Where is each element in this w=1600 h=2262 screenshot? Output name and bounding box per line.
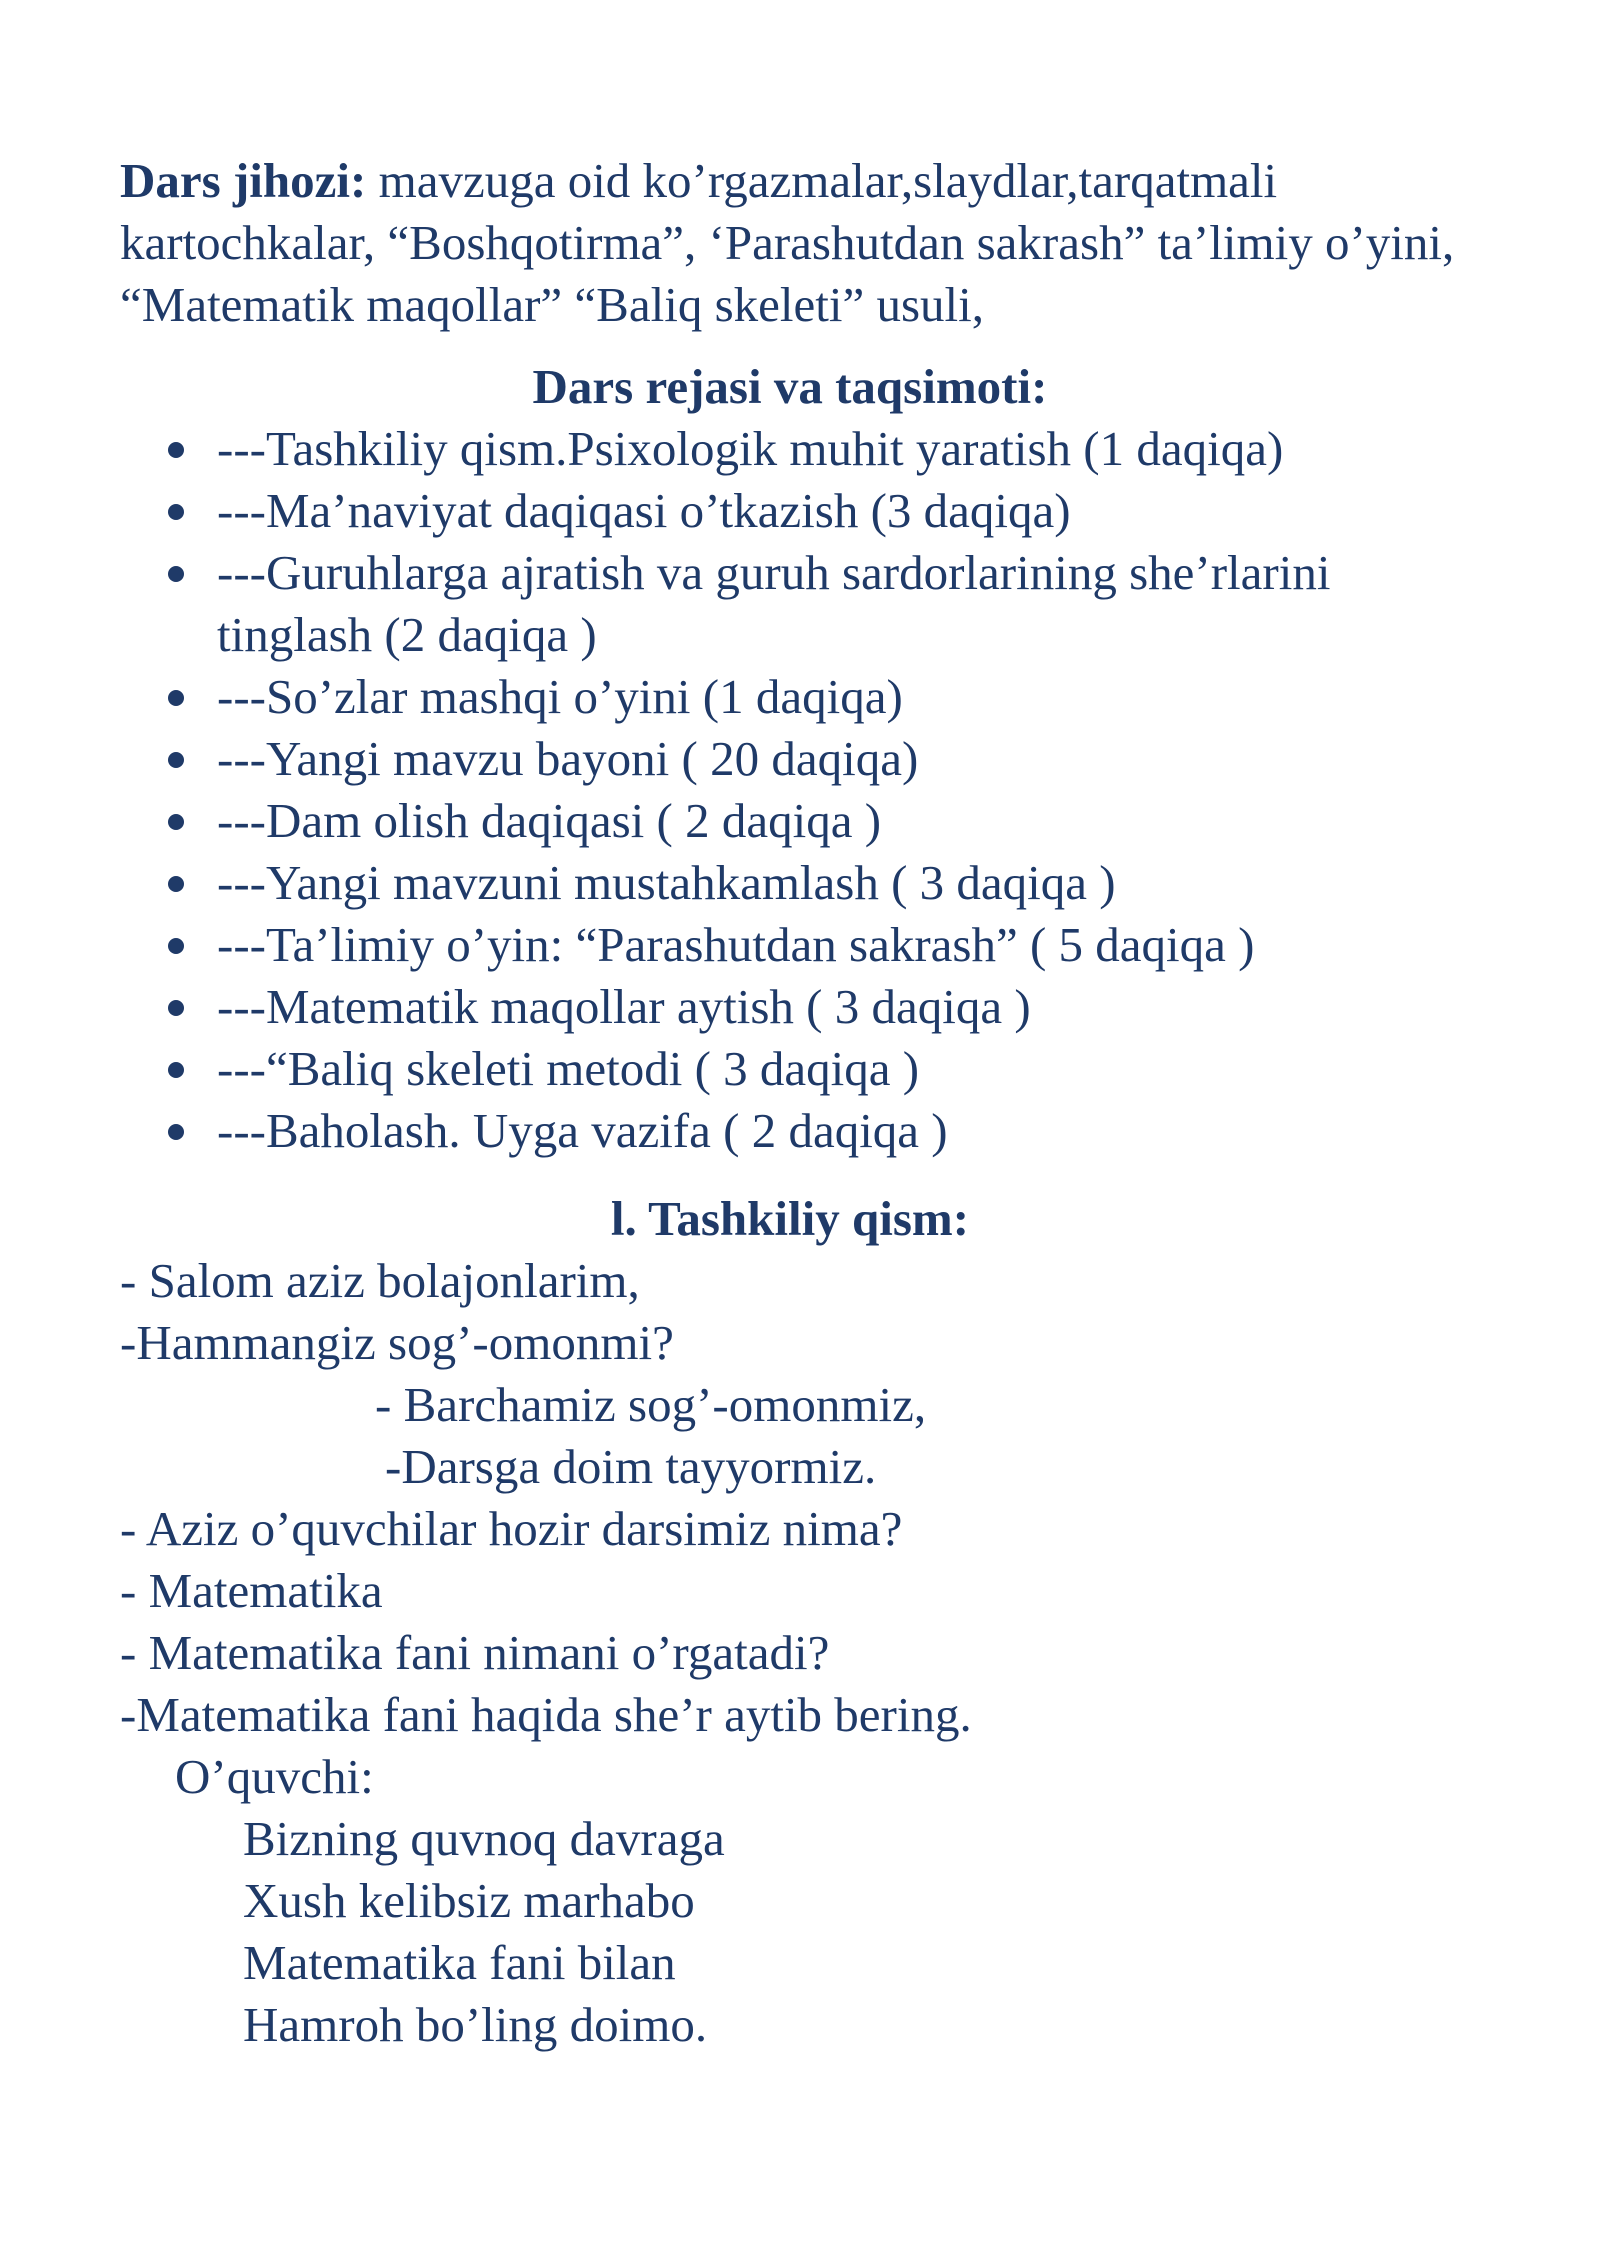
question-line: - Matematika fani nimani o’rgatadi?	[120, 1625, 830, 1680]
bullet-icon	[168, 442, 184, 458]
answer-line: - Barchamiz sog’-omonmiz,	[375, 1377, 927, 1432]
list-item	[120, 480, 1460, 542]
answer-line: - Matematika	[120, 1563, 383, 1618]
list-item-text: ---Dam olish daqiqasi ( 2 daqiqa )	[217, 793, 882, 848]
list-item	[120, 418, 1460, 480]
answer-line: -Darsga doim tayyormiz.	[385, 1439, 877, 1494]
list-item	[120, 1038, 1460, 1100]
section-heading-organizational: l. Tashkiliy qism:	[610, 1191, 970, 1246]
list-item-text: ---Ta’limiy o’yin: “Parashutdan sakrash” ( 5 daqiqa )	[217, 917, 1255, 972]
list-item	[120, 790, 1460, 852]
poem-line: Bizning quvnoq davraga	[243, 1811, 725, 1866]
document-page	[120, 150, 1460, 2056]
list-item-text: ---Ma’naviyat daqiqasi o’tkazish (3 daqiqa)	[217, 483, 1071, 538]
bullet-icon	[168, 504, 184, 520]
list-item	[120, 976, 1460, 1038]
greeting-line: - Salom aziz bolajonlarim,	[120, 1253, 640, 1308]
poem-line: Xush kelibsiz marhabo	[243, 1873, 695, 1928]
bullet-icon	[168, 1000, 184, 1016]
bullet-icon	[168, 752, 184, 768]
bullet-icon	[168, 876, 184, 892]
bullet-icon	[168, 938, 184, 954]
lesson-equipment-paragraph	[120, 150, 1460, 336]
pupil-label: O’quvchi:	[175, 1749, 374, 1804]
lesson-equipment-label: Dars jihozi:	[120, 153, 367, 208]
lesson-plan-heading: Dars rejasi va taqsimoti:	[532, 359, 1048, 414]
question-line: -Hammangiz sog’-omonmi?	[120, 1315, 674, 1370]
list-item-text: ---“Baliq skeleti metodi ( 3 daqiqa )	[217, 1041, 920, 1096]
question-line: - Aziz o’quvchilar hozir darsimiz nima?	[120, 1501, 903, 1556]
list-item-text: ---Guruhlarga ajratish va guruh sardorlarining she’rlarini tinglash (2 daqiqa )	[217, 545, 1331, 662]
bullet-icon	[168, 1124, 184, 1140]
list-item-text: ---Yangi mavzu bayoni ( 20 daqiqa)	[217, 731, 919, 786]
list-item	[120, 1100, 1460, 1162]
list-item-text: ---Tashkiliy qism.Psixologik muhit yaratish (1 daqiqa)	[217, 421, 1284, 476]
list-item	[120, 914, 1460, 976]
poem-line: Hamroh bo’ling doimo.	[243, 1997, 708, 2052]
lesson-plan-list	[120, 418, 1460, 1162]
request-line: -Matematika fani haqida she’r aytib bering.	[120, 1687, 972, 1742]
list-item	[120, 852, 1460, 914]
list-item	[120, 666, 1460, 728]
bullet-icon	[168, 1062, 184, 1078]
lesson-equipment-text: mavzuga oid ko’rgazmalar,slaydlar,tarqatmali kartochkalar, “Boshqotirma”, ‘Parashutdan sakrash” ta’limiy o’yini, “Matematik maqollar” “Baliq skeleti” usuli,	[120, 153, 1455, 332]
list-item	[120, 542, 1460, 666]
list-item-text: ---Yangi mavzuni mustahkamlash ( 3 daqiqa )	[217, 855, 1116, 910]
poem-line: Matematika fani bilan	[243, 1935, 676, 1990]
list-item-text: ---So’zlar mashqi o’yini (1 daqiqa)	[217, 669, 903, 724]
list-item	[120, 728, 1460, 790]
list-item-text: ---Baholash. Uyga vazifa ( 2 daqiqa )	[217, 1103, 948, 1158]
bullet-icon	[168, 690, 184, 706]
list-item-text: ---Matematik maqollar aytish ( 3 daqiqa )	[217, 979, 1031, 1034]
bullet-icon	[168, 566, 184, 582]
bullet-icon	[168, 814, 184, 830]
